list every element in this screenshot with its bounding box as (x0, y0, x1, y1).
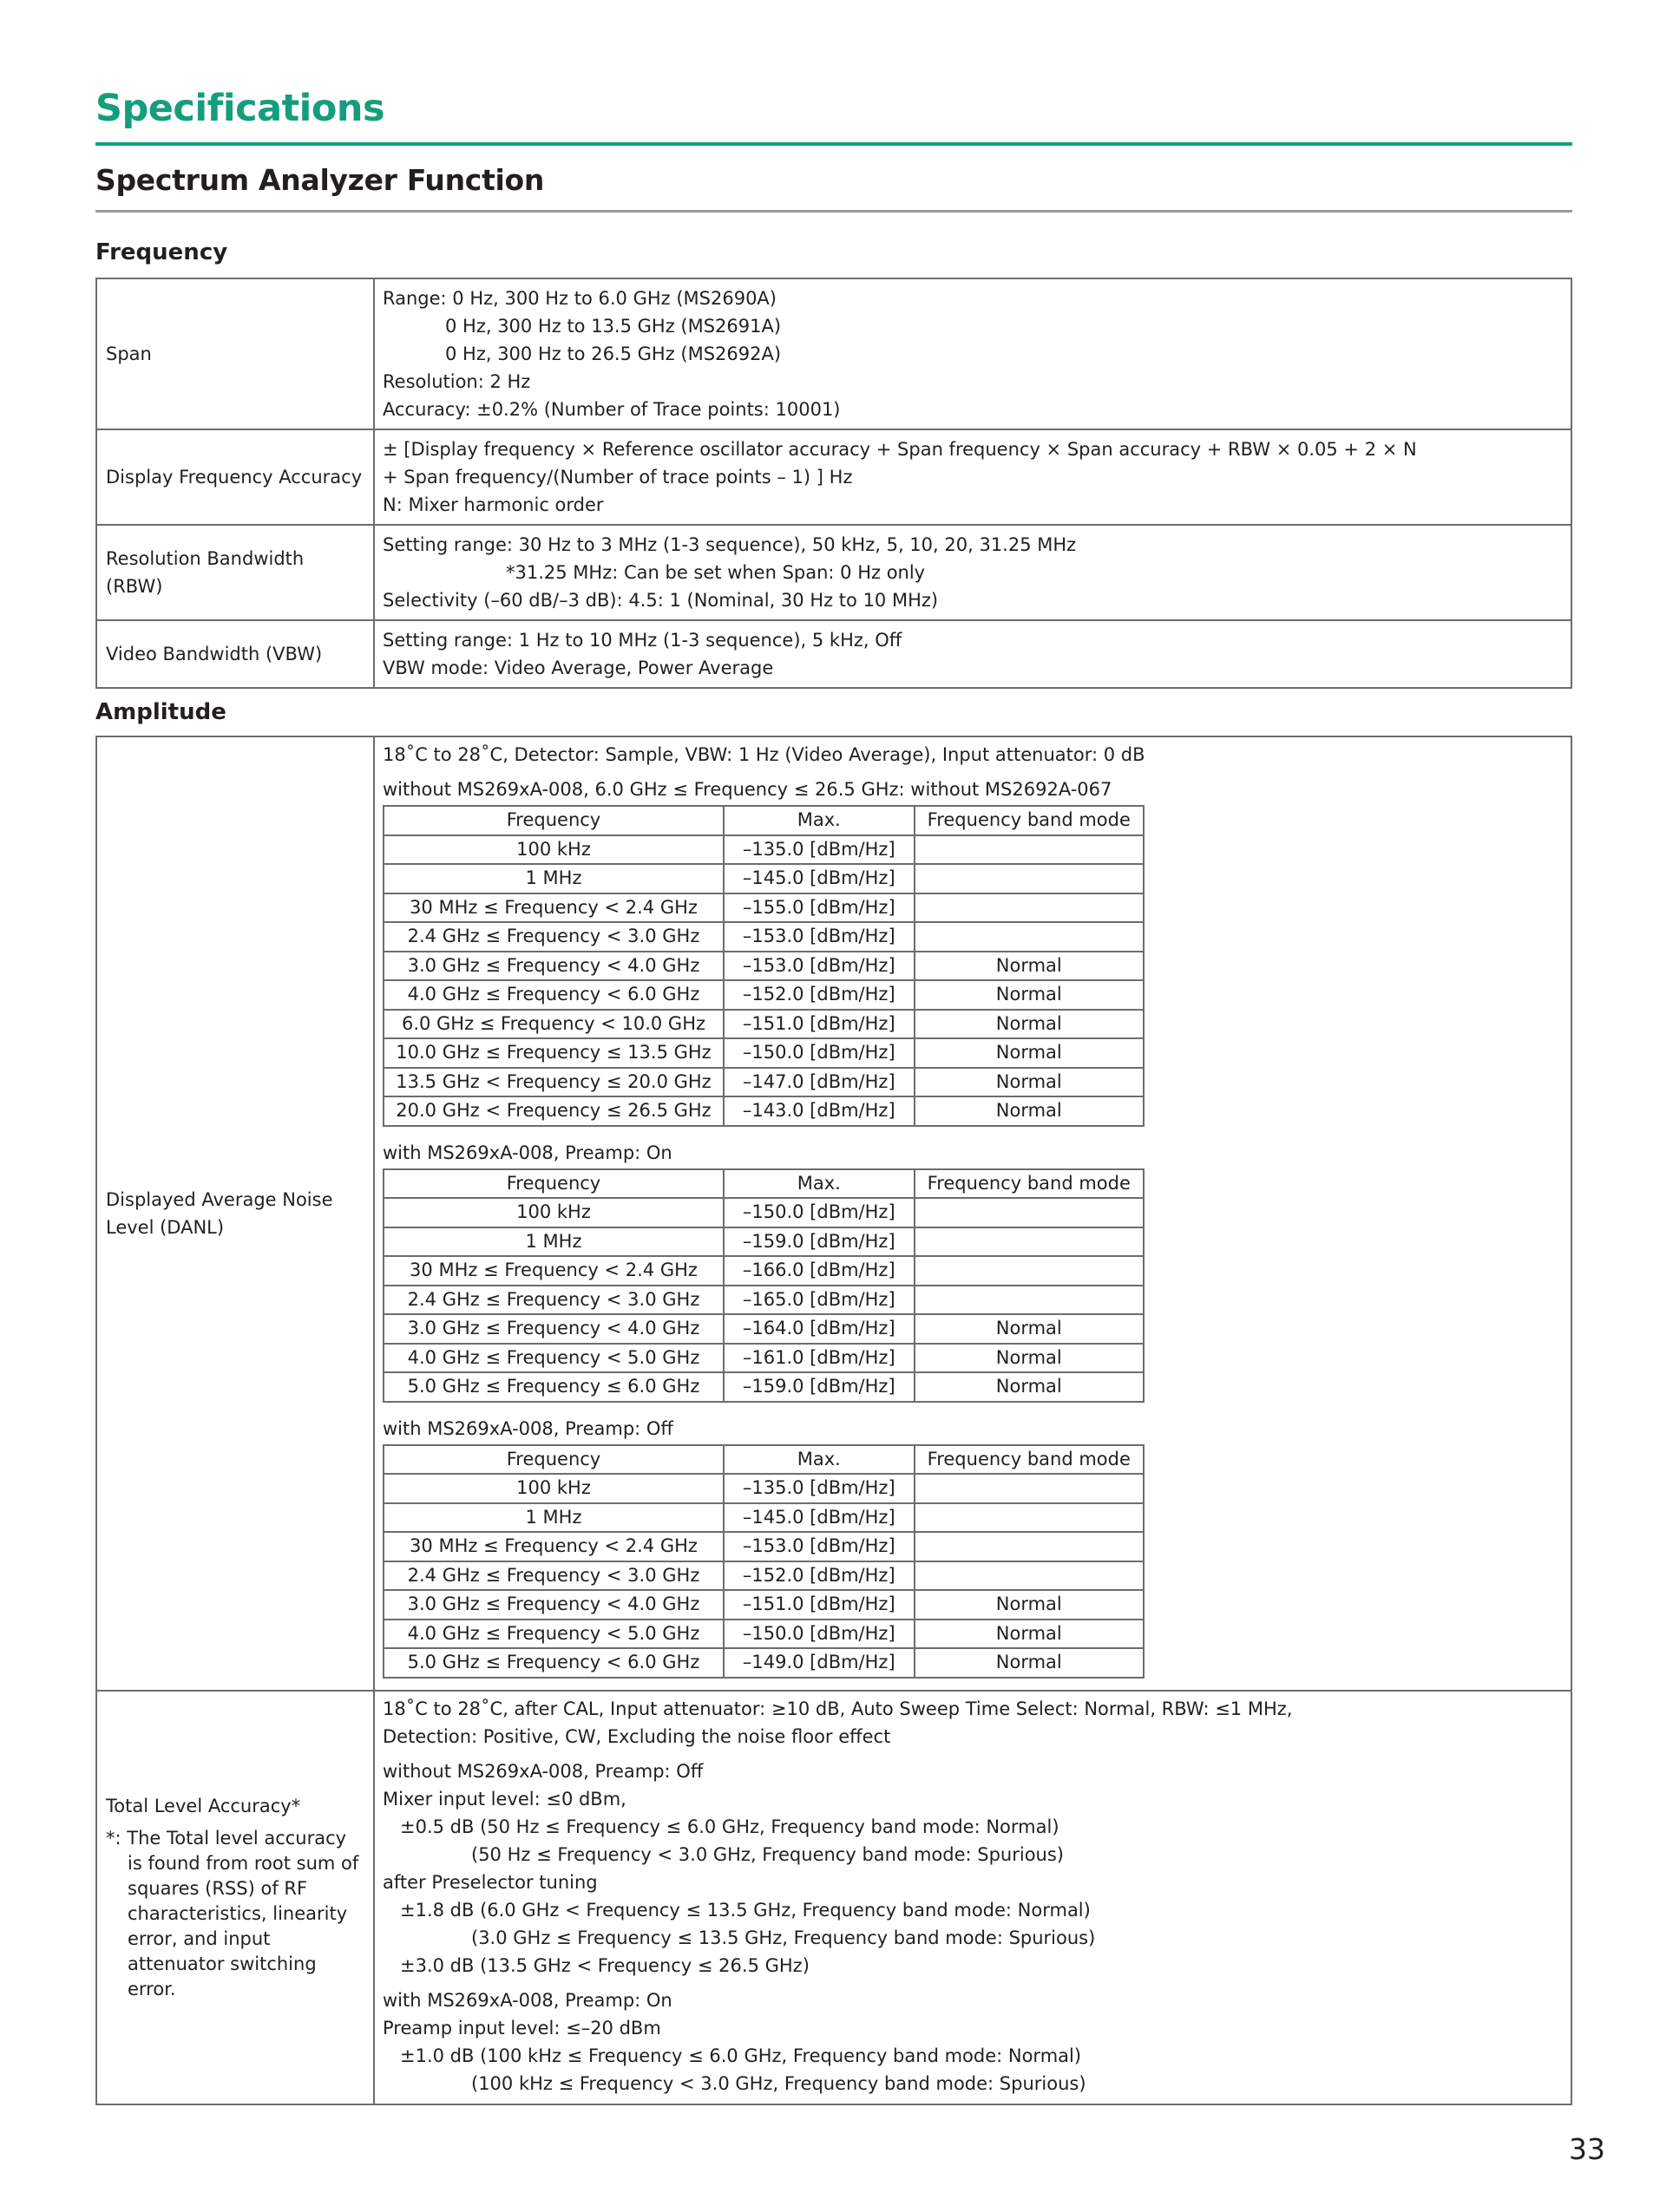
table-row: 30 MHz ≤ Frequency < 2.4 GHz –153.0 [dBm/Hz] (384, 1532, 1144, 1561)
value-line: Setting range: 30 Hz to 3 MHz (1-3 sequence), 50 kHz, 5, 10, 20, 31.25 MHz (383, 534, 1077, 555)
frequency-heading: Frequency (95, 239, 228, 265)
table-row: 2.4 GHz ≤ Frequency < 3.0 GHz –152.0 [dBm/Hz] (384, 1561, 1144, 1591)
row-value: 18˚C to 28˚C, after CAL, Input attenuator: ≥10 dB, Auto Sweep Time Select: Normal, RBW: ≤1 MHz, Detection: Positive, CW, Excluding the noise floor effect without MS269xA-008, Preamp: Off Mixer input level: ≤0 dBm, ±0.5 dB (50 Hz ≤ Frequency ≤ 6.0 GHz, Frequency band mode: Normal) (50 Hz ≤ Frequency < 3.0 GHz, Frequency band mode: Spurious) after Preselector tuning ±1.8 dB (6.0 GHz < Frequency ≤ 13.5 GHz, Frequency band mode: Normal) (3.0 GHz ≤ Frequency ≤ 13.5 GHz, Frequency band mode: Spurious) ±3.0 dB (13.5 GHz < Frequency ≤ 26.5 GHz) with MS269xA-008, Preamp: On Preamp input level: ≤–20 dBm ±1.0 dB (100 kHz ≤ Frequency ≤ 6.0 GHz, Frequency band mode: Normal) (100 kHz ≤ Frequency < 3.0 GHz, Frequency band mode: Spurious) (374, 1691, 1571, 2104)
table-row: 13.5 GHz < Frequency ≤ 20.0 GHz –147.0 [dBm/Hz] Normal (384, 1068, 1144, 1097)
inner-header (384, 1169, 1144, 1199)
tla-conditions: Detection: Positive, CW, Excluding the noise floor effect (383, 1726, 891, 1747)
tla-subhead: without MS269xA-008, Preamp: Off (383, 1761, 704, 1782)
row-value (374, 736, 1571, 1691)
spec-row-span (96, 278, 1571, 429)
tla-conditions: 18˚C to 28˚C, after CAL, Input attenuator: ≥10 dB, Auto Sweep Time Select: Normal, RBW: ≤1 MHz, (383, 1698, 1293, 1719)
danl-table-preamp-on (383, 1168, 1145, 1403)
table-row: 4.0 GHz ≤ Frequency < 5.0 GHz –161.0 [dBm/Hz] Normal (384, 1344, 1144, 1373)
row-value (374, 278, 1571, 429)
table-row: 100 kHz –135.0 [dBm/Hz] (384, 1474, 1144, 1503)
table-row: 2.4 GHz ≤ Frequency < 3.0 GHz –153.0 [dBm/Hz] (384, 922, 1144, 952)
table-row: 100 kHz –135.0 [dBm/Hz] (384, 835, 1144, 865)
col-max: Max. (724, 1169, 915, 1199)
amplitude-table (95, 736, 1572, 2105)
value-line: Range: 0 Hz, 300 Hz to 6.0 GHz (MS2690A) (383, 288, 777, 309)
value-line: Resolution: 2 Hz (383, 371, 531, 392)
row-label: Video Bandwidth (VBW) (96, 620, 374, 688)
table-row: 2.4 GHz ≤ Frequency < 3.0 GHz –165.0 [dBm/Hz] (384, 1286, 1144, 1315)
page-number: 33 (1569, 2132, 1605, 2166)
rbw-note: *31.25 MHz: Can be set when Span: 0 Hz only (506, 562, 926, 583)
spec-row-display-frequency-accuracy (96, 429, 1571, 525)
table-row: 3.0 GHz ≤ Frequency < 4.0 GHz –153.0 [dBm/Hz] Normal (384, 952, 1144, 981)
table-row: 3.0 GHz ≤ Frequency < 4.0 GHz –164.0 [dBm/Hz] Normal (384, 1314, 1144, 1344)
col-max: Max. (724, 1445, 915, 1475)
danl-table-caption: with MS269xA-008, Preamp: Off (383, 1417, 673, 1439)
inner-header (384, 1445, 1144, 1475)
title-rule (95, 142, 1572, 146)
row-value (374, 525, 1571, 620)
value-line: 0 Hz, 300 Hz to 13.5 GHz (MS2691A) (445, 316, 782, 337)
value-line: Setting range: 1 Hz to 10 MHz (1-3 sequence), 5 kHz, Off (383, 630, 902, 651)
value-line: ± [Display frequency × Reference oscillator accuracy + Span frequency × Span accuracy + RBW × 0.05 + 2 × N (383, 439, 1417, 460)
col-band-mode: Frequency band mode (915, 806, 1144, 835)
value-line: N: Mixer harmonic order (383, 494, 604, 515)
danl-label: Level (DANL) (106, 1217, 225, 1238)
danl-label: Displayed Average Noise (106, 1189, 333, 1210)
section-title: Spectrum Analyzer Function (95, 163, 545, 197)
table-row: 100 kHz –150.0 [dBm/Hz] (384, 1198, 1144, 1227)
col-max: Max. (724, 806, 915, 835)
section-rule (95, 210, 1572, 213)
row-label: Span (96, 278, 374, 429)
row-value (374, 620, 1571, 688)
spec-row-danl (96, 736, 1571, 1691)
table-row: 6.0 GHz ≤ Frequency < 10.0 GHz –151.0 [dBm/Hz] Normal (384, 1010, 1144, 1039)
tla-subhead: with MS269xA-008, Preamp: On (383, 1990, 672, 2011)
table-row: 30 MHz ≤ Frequency < 2.4 GHz –166.0 [dBm/Hz] (384, 1256, 1144, 1286)
table-row: 1 MHz –159.0 [dBm/Hz] (384, 1227, 1144, 1257)
col-band-mode: Frequency band mode (915, 1445, 1144, 1475)
table-row: 5.0 GHz ≤ Frequency < 6.0 GHz –149.0 [dBm/Hz] Normal (384, 1648, 1144, 1678)
col-band-mode: Frequency band mode (915, 1169, 1144, 1199)
spec-row-total-level-accuracy (96, 1691, 1571, 2104)
table-row: 3.0 GHz ≤ Frequency < 4.0 GHz –151.0 [dBm/Hz] Normal (384, 1590, 1144, 1620)
table-row: 1 MHz –145.0 [dBm/Hz] (384, 864, 1144, 893)
amplitude-heading: Amplitude (95, 699, 226, 725)
frequency-table (95, 278, 1572, 689)
spec-row-vbw (96, 620, 1571, 688)
tla-label: Total Level Accuracy* (106, 1795, 301, 1816)
table-row: 10.0 GHz ≤ Frequency ≤ 13.5 GHz –150.0 [dBm/Hz] Normal (384, 1038, 1144, 1068)
spec-row-rbw (96, 525, 1571, 620)
row-label: Display Frequency Accuracy (96, 429, 374, 525)
value-line: + Span frequency/(Number of trace points – 1) ] Hz (383, 467, 853, 488)
danl-conditions: 18˚C to 28˚C, Detector: Sample, VBW: 1 Hz (Video Average), Input attenuator: 0 dB (383, 744, 1145, 765)
row-label: Resolution Bandwidth (RBW) (96, 525, 374, 620)
col-frequency: Frequency (384, 806, 724, 835)
col-frequency: Frequency (384, 1445, 724, 1475)
table-row: 20.0 GHz < Frequency ≤ 26.5 GHz –143.0 [dBm/Hz] Normal (384, 1096, 1144, 1126)
danl-table-without-008 (383, 805, 1145, 1127)
value-line: VBW mode: Video Average, Power Average (383, 658, 774, 678)
table-row: 30 MHz ≤ Frequency < 2.4 GHz –155.0 [dBm/Hz] (384, 893, 1144, 923)
danl-table-preamp-off (383, 1444, 1145, 1679)
table-row: 5.0 GHz ≤ Frequency ≤ 6.0 GHz –159.0 [dBm/Hz] Normal (384, 1372, 1144, 1402)
inner-header (384, 806, 1144, 835)
table-row: 4.0 GHz ≤ Frequency < 5.0 GHz –150.0 [dBm/Hz] Normal (384, 1620, 1144, 1649)
col-frequency: Frequency (384, 1169, 724, 1199)
row-label (96, 736, 374, 1691)
value-line: 0 Hz, 300 Hz to 26.5 GHz (MS2692A) (445, 344, 782, 364)
table-row: 1 MHz –145.0 [dBm/Hz] (384, 1503, 1144, 1533)
danl-table-caption: without MS269xA-008, 6.0 GHz ≤ Frequency ≤ 26.5 GHz: without MS2692A-067 (383, 779, 1112, 800)
table-row: 4.0 GHz ≤ Frequency < 6.0 GHz –152.0 [dBm/Hz] Normal (384, 980, 1144, 1010)
value-line: Selectivity (–60 dB/–3 dB): 4.5: 1 (Nominal, 30 Hz to 10 MHz) (383, 590, 939, 611)
row-value (374, 429, 1571, 525)
page-title: Specifications (95, 87, 385, 130)
row-label (96, 1691, 374, 2104)
value-line: Accuracy: ±0.2% (Number of Trace points: 10001) (383, 399, 841, 420)
tla-footnote: *: The Total level accuracy is found from root sum of squares (RSS) of RF characteristics, linearity error, and input attenuator switching error. (106, 1827, 359, 1999)
danl-table-caption: with MS269xA-008, Preamp: On (383, 1142, 672, 1163)
